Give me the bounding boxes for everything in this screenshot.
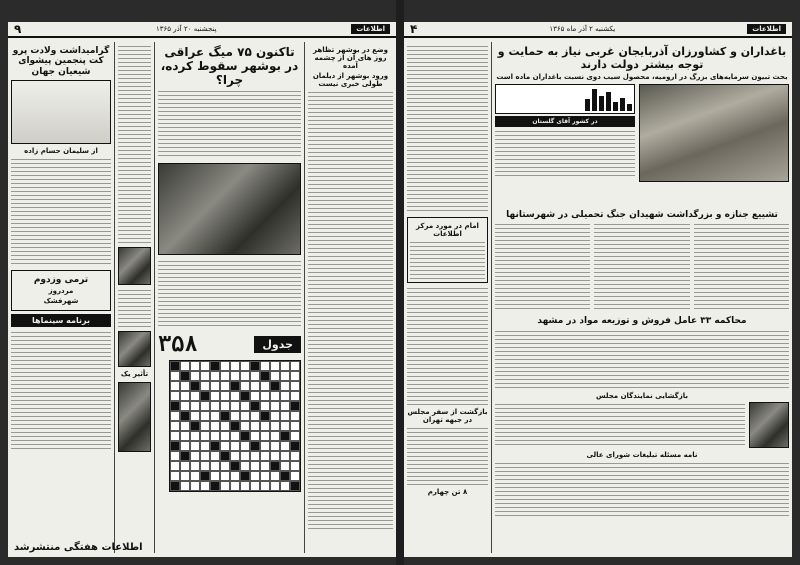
column-4-subhead: ورود بوشهر از دیلمان طولی خبری نیست	[312, 72, 389, 89]
crossword-cell	[170, 471, 180, 481]
crossword-header	[158, 332, 301, 357]
crossword-cell	[240, 431, 250, 441]
cinema-listing	[11, 330, 111, 450]
crossword-cell	[280, 381, 290, 391]
crossword-cell	[210, 371, 220, 381]
portrait-caption: نامه مسئله تبلیغات شورای عالی	[586, 450, 698, 459]
crossword-cell	[220, 411, 230, 421]
crossword-cell	[200, 391, 210, 401]
crossword-cell	[280, 411, 290, 421]
lead-media	[495, 84, 789, 182]
crossword-cell	[240, 471, 250, 481]
crossword-cell	[270, 401, 280, 411]
crossword-cell	[250, 451, 260, 461]
crossword-cell	[270, 451, 280, 461]
crossword-cell	[180, 441, 190, 451]
crossword-cell	[260, 381, 270, 391]
crossword-cell	[210, 381, 220, 391]
crossword-cell	[190, 421, 200, 431]
crossword-cell	[180, 431, 190, 441]
portrait-photo	[749, 402, 789, 448]
crossword-cell	[230, 471, 240, 481]
right-page-header	[404, 22, 792, 38]
crossword-cell	[230, 481, 240, 491]
story-headline-3: محاکمه ۳۳ عامل فروش و توزیعه مواد در مشهد	[537, 316, 747, 327]
crossword-cell	[290, 411, 300, 421]
crossword-cell	[200, 461, 210, 471]
main-headline: تاکنون ۷۵ میگ عراقی در بوشهر سقوط کرده، چرا؟	[160, 45, 299, 87]
crossword-cell	[260, 481, 270, 491]
chart-label: در کشور آقای گلستان	[495, 116, 635, 127]
crossword-cell	[240, 441, 250, 451]
crossword-cell	[190, 391, 200, 401]
crossword-cell	[250, 441, 260, 451]
crossword-cell	[190, 381, 200, 391]
article-body	[407, 44, 488, 214]
crossword-cell	[180, 401, 190, 411]
bar-graphic	[495, 84, 635, 114]
crossword-cell	[270, 371, 280, 381]
crossword-cell	[180, 471, 190, 481]
crossword-cell	[260, 391, 270, 401]
crossword-cell	[230, 461, 240, 471]
crossword-cell	[270, 381, 280, 391]
crossword-cell	[270, 421, 280, 431]
page-gutter	[396, 0, 404, 565]
crossword-cell	[210, 391, 220, 401]
crossword-cell	[280, 391, 290, 401]
article-body	[495, 129, 635, 179]
crossword-cell	[250, 411, 260, 421]
crossword-cell	[280, 361, 290, 371]
crossword-cell	[180, 391, 190, 401]
crossword-cell	[180, 361, 190, 371]
crossword-cell	[200, 421, 210, 431]
crossword-cell	[260, 451, 270, 461]
crossword-cell	[220, 441, 230, 451]
crossword-cell	[220, 421, 230, 431]
newspaper-logo: اطلاعات	[747, 24, 786, 34]
crossword-cell	[170, 361, 180, 371]
crossword-cell	[230, 431, 240, 441]
crossword-cell	[200, 401, 210, 411]
crossword-cell	[260, 371, 270, 381]
crossword-cell	[190, 401, 200, 411]
crossword-cell	[270, 411, 280, 421]
crossword-cell	[260, 471, 270, 481]
crossword-cell	[180, 371, 190, 381]
crossword-number: ۳۵۸	[158, 332, 198, 358]
crossword-cell	[210, 421, 220, 431]
crossword-cell	[280, 481, 290, 491]
story-headline-4: بازگشایی نمایندگان مجلس	[596, 391, 688, 400]
crossword-cell	[270, 441, 280, 451]
crossword-cell	[200, 361, 210, 371]
crossword-cell	[290, 361, 300, 371]
column-4-headline: وضع در بوشهر تظاهر روز های آن از چشمه آمده	[313, 46, 388, 71]
crossword-cell	[280, 441, 290, 451]
advert-city: شهرفشک	[43, 297, 79, 306]
crossword-cell	[230, 391, 240, 401]
article-body	[118, 288, 151, 328]
crossword-cell	[280, 431, 290, 441]
portrait-block	[495, 402, 789, 448]
crossword-cell	[250, 471, 260, 481]
crossword-cell	[250, 361, 260, 371]
illustration	[11, 80, 111, 144]
crossword-cell	[230, 401, 240, 411]
crossword-cell	[190, 451, 200, 461]
crossword-cell	[210, 401, 220, 411]
crossword-cell	[230, 381, 240, 391]
crossword-cell	[240, 361, 250, 371]
page-number: ٩	[14, 22, 22, 36]
news-photo	[158, 163, 301, 255]
story-headline-2: تشییع جنازه و بزرگداشت شهیدان جنگ تحمیلی در شهرستانها	[506, 210, 778, 220]
crossword-cell	[290, 421, 300, 431]
crossword-cell	[220, 431, 230, 441]
crossword-cell	[170, 391, 180, 401]
crossword-cell	[210, 471, 220, 481]
crossword-cell	[170, 421, 180, 431]
crossword-cell	[260, 431, 270, 441]
side-headline-3: ۸ تن چهارم	[427, 488, 468, 497]
advert-title: ترمی وزدوم	[33, 275, 89, 286]
crossword-cell	[230, 411, 240, 421]
crossword-cell	[200, 411, 210, 421]
newspaper-logo: اطلاعات	[351, 24, 390, 34]
crossword-cell	[240, 371, 250, 381]
byline: از سلیمان حسام زاده	[24, 147, 98, 156]
crossword-cell	[190, 361, 200, 371]
crossword-cell	[210, 451, 220, 461]
side-column	[404, 42, 492, 553]
crossword-cell	[220, 401, 230, 411]
crossword-cell	[210, 431, 220, 441]
column-4	[304, 42, 396, 553]
crossword-cell	[290, 401, 300, 411]
crossword-grid	[169, 360, 301, 492]
chart-block	[495, 84, 635, 182]
crossword-cell	[250, 431, 260, 441]
lead-deck: بحث تبیون سرمایه‌های بزرگ در ارومیه، محصول سیب دوی نسبت باغداران ماده است	[496, 73, 788, 82]
crossword-cell	[290, 371, 300, 381]
crossword-cell	[200, 471, 210, 481]
crossword-cell	[180, 381, 190, 391]
crossword-cell	[180, 411, 190, 421]
crossword-cell	[220, 471, 230, 481]
right-page	[404, 22, 792, 557]
crossword-cell	[280, 421, 290, 431]
crossword-cell	[230, 441, 240, 451]
crossword-cell	[170, 371, 180, 381]
crossword-cell	[200, 431, 210, 441]
crossword-cell	[270, 481, 280, 491]
crossword-cell	[220, 451, 230, 461]
crossword-cell	[190, 371, 200, 381]
column-2	[114, 42, 154, 553]
crossword-cell	[250, 401, 260, 411]
lead-story	[492, 42, 792, 202]
article-body	[495, 329, 789, 389]
article-body	[158, 259, 301, 329]
crossword-cell	[220, 461, 230, 471]
photo-caption: تأثیر یک	[120, 370, 149, 378]
crossword-cell	[210, 411, 220, 421]
crossword-cell	[260, 461, 270, 471]
crossword-cell	[210, 361, 220, 371]
advert-photo	[118, 382, 151, 452]
left-page-header	[8, 22, 396, 38]
crossword-cell	[220, 391, 230, 401]
article-body	[495, 461, 789, 519]
crossword-label: جدول	[254, 336, 301, 353]
crossword-cell	[240, 461, 250, 471]
header-date: پنجشنبه ۲۰ آذر ۱۳۶۵	[156, 25, 217, 33]
column-1	[8, 42, 114, 553]
side-box	[407, 217, 488, 283]
crossword-cell	[250, 461, 260, 471]
crossword-cell	[170, 451, 180, 461]
crossword-cell	[180, 421, 190, 431]
crossword-cell	[200, 451, 210, 461]
portrait-photo	[118, 247, 151, 285]
crossword-cell	[170, 431, 180, 441]
advert-subtitle: مردروز	[48, 287, 74, 296]
crossword-cell	[170, 411, 180, 421]
left-page	[8, 22, 396, 557]
crossword-cell	[250, 371, 260, 381]
crossword-cell	[270, 391, 280, 401]
crossword-cell	[230, 421, 240, 431]
crossword-cell	[280, 451, 290, 461]
crossword-cell	[290, 381, 300, 391]
side-headline: امام در مورد مرکز اطلاعات	[416, 222, 479, 239]
article-body	[11, 157, 111, 267]
crossword-cell	[210, 481, 220, 491]
crossword-cell	[210, 441, 220, 451]
crossword-cell	[200, 371, 210, 381]
crossword-cell	[240, 391, 250, 401]
crossword-cell	[290, 481, 300, 491]
article-body	[495, 222, 590, 312]
advert-box	[11, 270, 111, 310]
crossword-cell	[240, 451, 250, 461]
crossword-cell	[270, 361, 280, 371]
crossword-cell	[290, 391, 300, 401]
crossword-cell	[260, 441, 270, 451]
crossword-cell	[180, 451, 190, 461]
crossword-cell	[180, 481, 190, 491]
orchard-photo	[639, 84, 789, 182]
column-3	[154, 42, 304, 553]
article-body	[158, 89, 301, 159]
crossword-cell	[200, 381, 210, 391]
crossword-cell	[230, 451, 240, 461]
crossword-cell	[290, 471, 300, 481]
crossword-cell	[190, 481, 200, 491]
crossword-cell	[290, 431, 300, 441]
crossword-cell	[200, 441, 210, 451]
lower-columns	[495, 222, 789, 312]
side-headline-2: بازگشت از سفر مجلس در جبهه تهران	[407, 408, 488, 425]
crossword-cell	[280, 461, 290, 471]
crossword-cell	[230, 371, 240, 381]
crossword-cell	[290, 441, 300, 451]
lead-headline: باغداران و کشاورزان آذربایجان غربی نیاز به حمایت و توجه بیشتر دولت دارند	[497, 45, 787, 71]
crossword-cell	[270, 471, 280, 481]
crossword-cell	[170, 441, 180, 451]
crossword-cell	[240, 381, 250, 391]
crossword-cell	[290, 461, 300, 471]
crossword-cell	[260, 401, 270, 411]
crossword-cell	[240, 411, 250, 421]
page-number: ۴	[410, 22, 418, 36]
crossword-cell	[250, 421, 260, 431]
crossword-cell	[220, 361, 230, 371]
crossword-cell	[220, 481, 230, 491]
crossword-cell	[270, 461, 280, 471]
crossword-cell	[190, 441, 200, 451]
crossword-cell	[220, 381, 230, 391]
crossword-cell	[240, 401, 250, 411]
column-1-headline: گرامیداشت ولادت پرو کت پنجمین پیشوای شیعیان جهان	[12, 46, 110, 77]
crossword-cell	[170, 381, 180, 391]
crossword-cell	[280, 471, 290, 481]
article-body	[407, 426, 488, 486]
article-body	[308, 90, 393, 530]
crossword-cell	[280, 371, 290, 381]
crossword-cell	[260, 361, 270, 371]
crossword-cell	[260, 421, 270, 431]
crossword-cell	[190, 431, 200, 441]
crossword-cell	[260, 411, 270, 421]
article-body	[694, 222, 789, 312]
crossword-cell	[170, 401, 180, 411]
crossword-cell	[170, 481, 180, 491]
footer-banner: اطلاعات هفتگی منتشرشد	[14, 542, 143, 553]
crossword-cell	[220, 371, 230, 381]
article-body	[594, 222, 689, 312]
article-body	[118, 44, 151, 244]
crossword-cell	[250, 381, 260, 391]
crossword-cell	[250, 391, 260, 401]
crossword-cell	[250, 481, 260, 491]
portrait-photo	[118, 331, 151, 367]
lower-stories	[492, 206, 792, 553]
cinema-listing-title: برنامه سینماها	[11, 314, 111, 327]
crossword-cell	[180, 461, 190, 471]
crossword-cell	[200, 481, 210, 491]
crossword-cell	[240, 421, 250, 431]
crossword-cell	[190, 461, 200, 471]
crossword-cell	[290, 451, 300, 461]
article-body	[407, 286, 488, 406]
crossword-cell	[270, 431, 280, 441]
header-date: یکشنبه ۲ آذر ماه ۱۳۶۵	[549, 25, 616, 33]
crossword-cell	[240, 481, 250, 491]
crossword-cell	[210, 461, 220, 471]
crossword-cell	[230, 361, 240, 371]
crossword-cell	[170, 461, 180, 471]
crossword-cell	[190, 471, 200, 481]
article-body	[495, 402, 745, 448]
crossword-cell	[190, 411, 200, 421]
article-body	[410, 240, 485, 280]
crossword-cell	[280, 401, 290, 411]
